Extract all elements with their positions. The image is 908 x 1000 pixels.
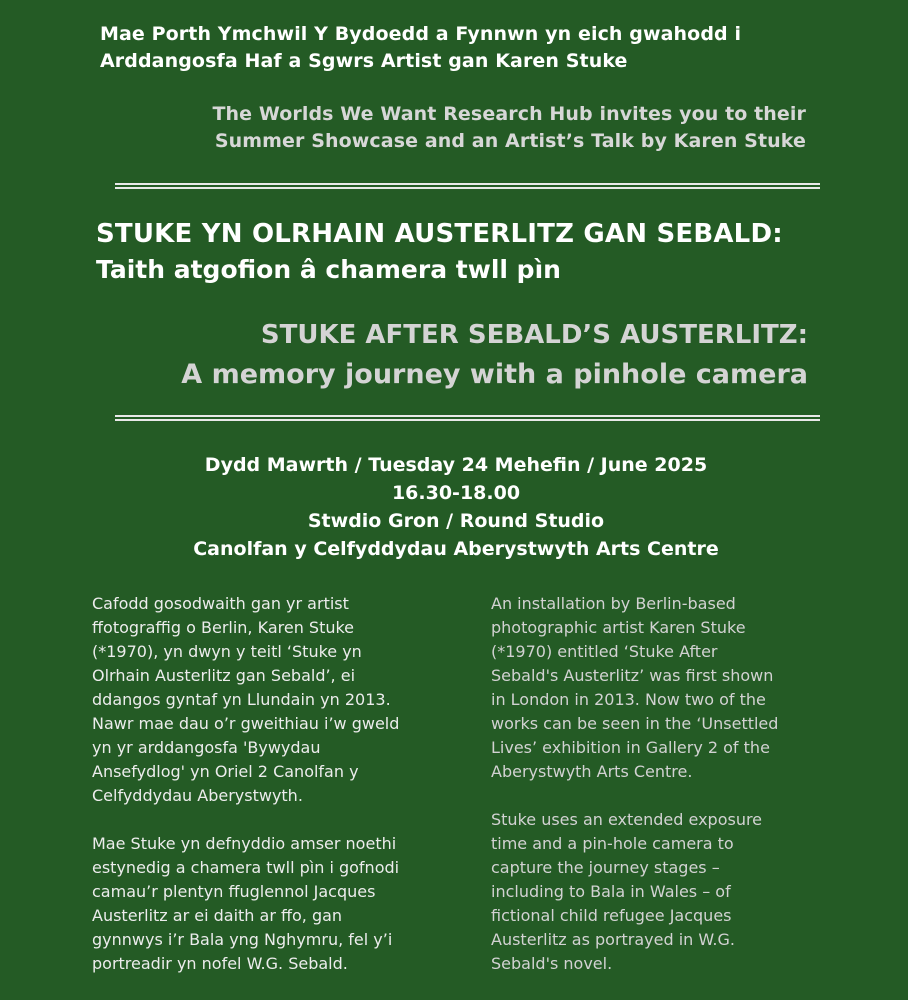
- english-p1-line: (*1970) entitled ‘Stuke After: [491, 642, 718, 661]
- english-paragraph-1: [491, 592, 831, 784]
- english-title-main: STUKE AFTER SEBALD’S AUSTERLITZ:: [260, 320, 808, 350]
- welsh-p1-line: Ansefydlog' yn Oriel 2 Canolfan y: [92, 762, 359, 781]
- event-venue: Canolfan y Celfyddydau Aberystwyth Arts Centre: [193, 538, 719, 560]
- welsh-p1-line: Celfyddydau Aberystwyth.: [92, 786, 303, 805]
- welsh-invitation-line-2: Arddangosfa Haf a Sgwrs Artist gan Karen Stuke: [100, 50, 628, 72]
- welsh-p1-line: Cafodd gosodwaith gan yr artist: [92, 594, 349, 613]
- welsh-p1-line: ffotograffig o Berlin, Karen Stuke: [92, 618, 355, 637]
- english-p1-line: works can be seen in the ‘Unsettled: [491, 714, 779, 733]
- welsh-invitation: [100, 21, 741, 75]
- welsh-paragraph-2: [92, 832, 442, 976]
- english-invitation: [212, 101, 806, 155]
- welsh-p2-line: gynnwys i’r Bala yng Nghymru, fel y’i: [92, 930, 393, 949]
- english-p1-line: Sebald's Austerlitz’ was first shown: [491, 666, 774, 685]
- welsh-paragraph-1: [92, 592, 442, 808]
- english-p1-line: Aberystwyth Arts Centre.: [491, 762, 693, 781]
- welsh-title-subtitle: Taith atgofion â chamera twll pìn: [96, 255, 561, 284]
- event-room: Stwdio Gron / Round Studio: [307, 510, 605, 532]
- welsh-p1-line: ddangos gyntaf yn Llundain yn 2013.: [92, 690, 391, 709]
- welsh-p1-line: Nawr mae dau o’r gweithiau i’w gweld: [92, 714, 400, 733]
- english-description: [491, 592, 831, 1000]
- welsh-p2-line: Austerlitz ar ei daith ar ffo, gan: [92, 906, 343, 925]
- event-details: [100, 451, 812, 563]
- welsh-invitation-line-1: Mae Porth Ymchwil Y Bydoedd a Fynnwn yn eich gwahodd i: [100, 23, 742, 45]
- english-title-subtitle: A memory journey with a pinhole camera: [181, 359, 808, 390]
- english-title: [181, 315, 808, 395]
- top-double-rule: [115, 183, 820, 189]
- welsh-p2-line: camau’r plentyn ffuglennol Jacques: [92, 882, 376, 901]
- welsh-p2-line: estynedig a chamera twll pìn i gofnodi: [92, 858, 400, 877]
- english-p2-line: capture the journey stages –: [491, 858, 720, 877]
- english-p2-line: fictional child refugee Jacques: [491, 906, 732, 925]
- welsh-p1-line: (*1970), yn dwyn y teitl ‘Stuke yn: [92, 642, 362, 661]
- english-paragraph-2: [491, 808, 831, 976]
- welsh-p2-line: portreadir yn nofel W.G. Sebald.: [92, 954, 348, 973]
- english-p1-line: Lives’ exhibition in Gallery 2 of the: [491, 738, 770, 757]
- english-p1-line: in London in 2013. Now two of the: [491, 690, 766, 709]
- english-invitation-line-2: Summer Showcase and an Artist’s Talk by Karen Stuke: [214, 130, 806, 152]
- bottom-double-rule: [115, 415, 820, 421]
- welsh-title: [96, 216, 783, 288]
- english-p1-line: photographic artist Karen Stuke: [491, 618, 746, 637]
- english-p1-line: An installation by Berlin-based: [491, 594, 736, 613]
- english-invitation-line-1: The Worlds We Want Research Hub invites you to their: [212, 103, 806, 125]
- event-time: 16.30-18.00: [391, 482, 521, 504]
- english-p2-line: Austerlitz as portrayed in W.G.: [491, 930, 735, 949]
- welsh-p1-line: yn yr arddangosfa 'Bywydau: [92, 738, 321, 757]
- welsh-description: [92, 592, 442, 1000]
- event-date: Dydd Mawrth / Tuesday 24 Mehefin / June 2025: [204, 454, 708, 476]
- english-p2-line: Stuke uses an extended exposure: [491, 810, 763, 829]
- english-p2-line: including to Bala in Wales – of: [491, 882, 731, 901]
- welsh-p1-line: Olrhain Austerlitz gan Sebald’, ei: [92, 666, 356, 685]
- welsh-title-main: STUKE YN OLRHAIN AUSTERLITZ GAN SEBALD:: [96, 219, 783, 249]
- english-p2-line: time and a pin-hole camera to: [491, 834, 734, 853]
- welsh-p2-line: Mae Stuke yn defnyddio amser noethi: [92, 834, 397, 853]
- english-p2-line: Sebald's novel.: [491, 954, 613, 973]
